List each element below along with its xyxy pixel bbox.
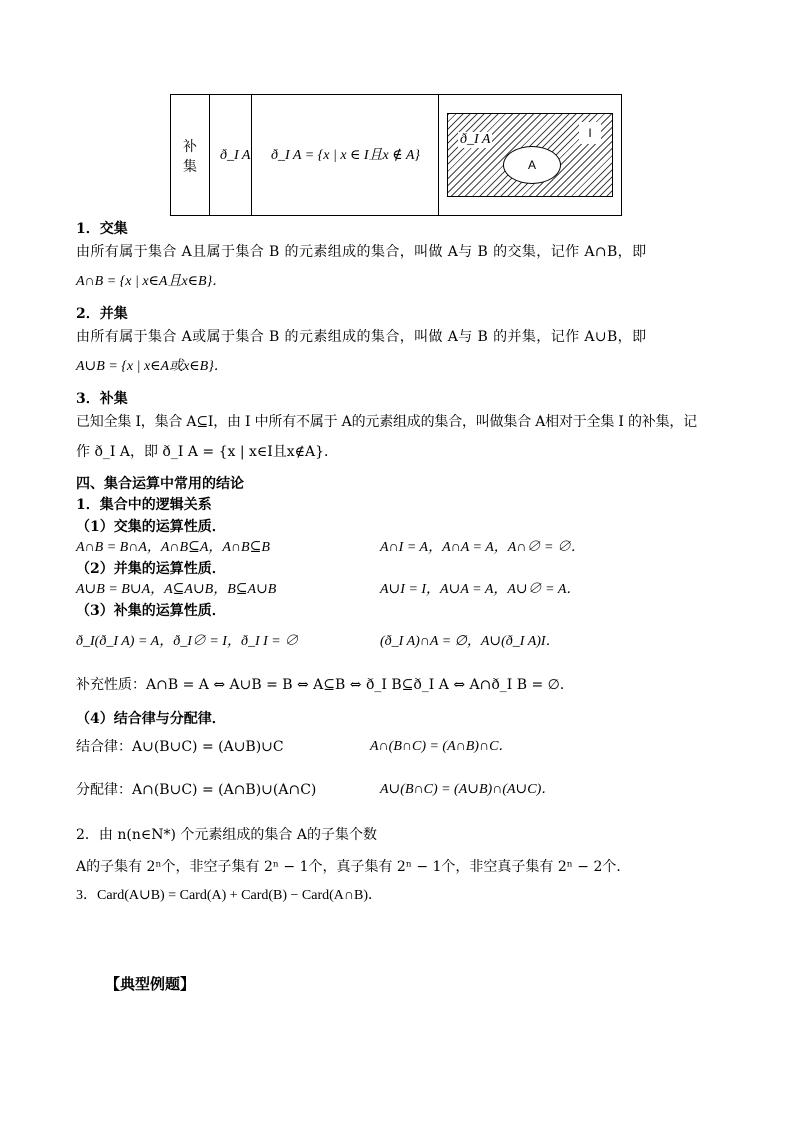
complement-formula: 作 ð_I A，即 ð_I A = {x | x∈I且x∉A}． (76, 444, 339, 460)
complement-definition: 已知全集 I，集合 A⊆I，由 I 中所有不属于 A的元素组成的集合，叫做集合 A相对于全集 I 的补集，记 (76, 414, 697, 430)
venn-diagram (447, 113, 613, 197)
venn-complement-label: ð_I A (460, 132, 491, 147)
union-definition: 由所有属于集合 A或属于集合 B 的元素组成的集合，叫做 A与 B 的并集，记作 A∪B，即 (76, 329, 647, 345)
distributive-law-right: A∪(B∩C) = (A∪B)∩(A∪C)． (380, 782, 556, 797)
table-cell-definition: ð_I A = {x | x ∈ I且x ∉ A} (271, 148, 421, 163)
table-cell-symbol: ð_I A (220, 148, 251, 163)
section-title-complement: 3．补集 (76, 391, 128, 407)
property-union-right: A∪I = I，A∪A = A，A∪∅ = A． (380, 582, 581, 597)
property-complement-title: （3）补集的运算性质． (76, 603, 226, 619)
venn-set-a: A (503, 146, 561, 184)
associative-law-left: 结合律：A∪(B∪C) = (A∪B)∪C (76, 739, 284, 755)
venn-universe-label: I (579, 122, 601, 144)
intersection-formula: A∩B = {x | x∈A且x∈B}． (76, 274, 227, 289)
property-union-left: A∪B = B∪A，A⊆A∪B，B⊆A∪B (76, 582, 277, 597)
property-union-title: （2）并集的运算性质． (76, 561, 226, 577)
distributive-law-left: 分配律：A∩(B∪C) = (A∩B)∪(A∩C) (76, 782, 317, 798)
property-intersection-left: A∩B = B∩A，A∩B⊆A，A∩B⊆B (76, 540, 270, 555)
subsection-logic: 1．集合中的逻辑关系 (76, 497, 212, 513)
section-title-conclusions: 四、集合运算中常用的结论 (76, 476, 244, 492)
subset-count-title: 2．由 n(n∈N*) 个元素组成的集合 A的子集个数 (76, 827, 377, 843)
associative-law-right: A∩(B∩C) = (A∩B)∩C． (370, 739, 513, 754)
subset-count-detail: A的子集有 2ⁿ个，非空子集有 2ⁿ − 1个，真子集有 2ⁿ − 1个，非空真子集有 2ⁿ − 2个． (76, 859, 631, 875)
table-divider (438, 95, 439, 215)
property-complement-right: (ð_I A)∩A = ∅，A∪(ð_I A)I． (380, 634, 560, 649)
table-divider (251, 95, 252, 215)
table-cell-name-line2: 集 (183, 159, 197, 175)
complement-table (170, 94, 622, 216)
property-intersection-title: （1）交集的运算性质． (76, 519, 226, 535)
table-divider (209, 95, 210, 215)
property-complement-left: ð_I(ð_I A) = A，ð_I∅ = I，ð_I I = ∅ (76, 634, 299, 649)
section-title-intersection: 1．交集 (76, 221, 128, 237)
property-intersection-right: A∩I = A，A∩A = A，A∩∅ = ∅． (380, 540, 585, 555)
cardinality-formula: 3．Card(A∪B) = Card(A) + Card(B) − Card(A∩B)． (76, 888, 383, 903)
union-formula: A∪B = {x | x∈A或x∈B}． (76, 359, 228, 374)
section-title-union: 2．并集 (76, 306, 128, 322)
intersection-definition: 由所有属于集合 A且属于集合 B 的元素组成的集合，叫做 A与 B 的交集，记作 A∩B，即 (76, 244, 647, 260)
typical-examples-heading: 【典型例题】 (105, 975, 196, 993)
supplementary-property: 补充性质：A∩B = A ⇔ A∪B = B ⇔ A⊆B ⇔ ð_I B⊆ð_I A ⇔ A∩ð_I B = ∅． (76, 677, 574, 693)
laws-title: （4）结合律与分配律． (76, 711, 226, 727)
table-cell-name-line1: 补 (183, 139, 197, 155)
